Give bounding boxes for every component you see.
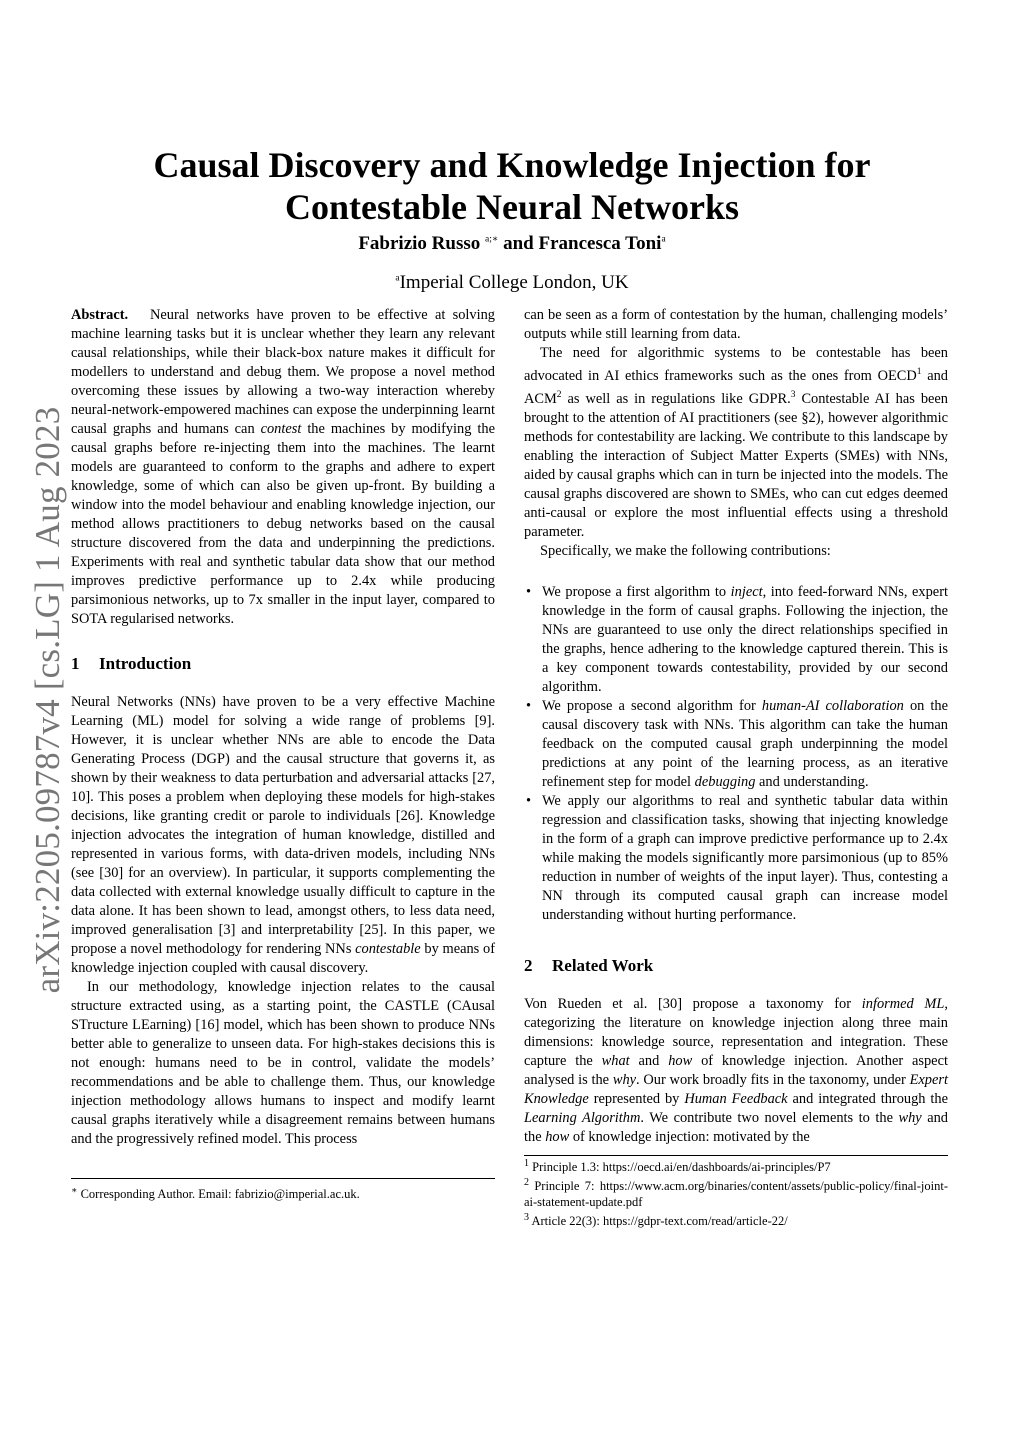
author-1: Fabrizio Russo xyxy=(358,233,481,254)
need-text-4: Contestable AI has been brought to the attention of AI practitioners (see §2), however algorithmic methods for contestability are lacking. We contribute to this landscape by enabling the interaction of Subject Matter Experts (SMEs) with NNs, aided by causal graphs which can in turn be injected into the models. The causal graphs discovered are shown to SMEs, who can cut edges deemed anti-causal or explore the most influential effects using a threshold parameter. xyxy=(524,390,948,540)
rw-text: , categorizing the literature on knowledge injection along three main dimensions: knowledge source, representation and integration. These capture the xyxy=(524,995,949,1069)
abstract-text-1: Neural networks have proven to be effective at solving machine learning tasks but it is unclear whether they learn any relevant causal relationships, while their black-box nature makes it difficult for modellers to understand and debug them. We propose a novel method overcoming these issues by allowing a two-way interaction whereby neural-network-empowered machines can expose the underpinning learnt causal graphs and humans can xyxy=(71,307,495,437)
footnote-text: Principle 7: https://www.acm.org/binaries/content/assets/public-policy/final-joint-ai-statement-update.pdf xyxy=(524,1178,949,1209)
contributions-list xyxy=(524,583,948,925)
rw-emphasis: how xyxy=(668,1052,693,1069)
section-number: 1 xyxy=(71,654,80,673)
c2-emphasis: human-AI collaboration xyxy=(761,697,904,714)
affiliation xyxy=(0,272,1024,294)
footnote-1 xyxy=(524,1156,948,1175)
c1-emphasis: inject xyxy=(730,583,763,600)
rw-emphasis: why xyxy=(898,1109,922,1126)
intro-p1-emphasis: contestable xyxy=(355,941,421,957)
affiliation-text: Imperial College London, UK xyxy=(399,272,629,293)
author-2: Francesca Toni xyxy=(538,233,662,254)
left-column xyxy=(71,306,495,1149)
need-paragraph xyxy=(524,344,948,542)
c2-text-end: and understanding. xyxy=(759,773,869,790)
author-line xyxy=(0,233,1024,255)
list-item xyxy=(524,697,948,792)
c2-emphasis-2: debugging xyxy=(694,773,756,790)
intro-paragraph-1 xyxy=(71,693,495,978)
abstract-label: Abstract. xyxy=(71,307,129,323)
corresponding-text: Corresponding Author. Email: fabrizio@imperial.ac.uk. xyxy=(80,1187,360,1202)
footnote-mark: 1 xyxy=(524,1157,529,1169)
corresponding-author-footnote xyxy=(71,1178,495,1202)
c2-text: We propose a second algorithm for xyxy=(542,697,756,714)
footnote-mark: 2 xyxy=(524,1176,529,1188)
section-number: 2 xyxy=(524,955,533,975)
specifically-paragraph: Specifically, we make the following contributions: xyxy=(540,542,831,559)
title-line-1: Causal Discovery and Knowledge Injection for xyxy=(153,145,871,185)
author-and: and xyxy=(503,233,534,254)
list-item xyxy=(524,583,948,697)
contestation-paragraph: can be seen as a form of contestation by the human, challenging models’ outputs while still learning from data. xyxy=(524,307,948,342)
intro-paragraph-2: In our methodology, knowledge injection relates to the causal structure extracted using, as a starting point, the CASTLE (CAusal STructure LEarning) [16] model, which has been shown to produce NNs better able to generalize to unseen data. For high-stakes decisions this is not enough: humans need to be in control, validate the models’ recommendations and be able to challenge them. Thus, our knowledge injection methodology allows humans to inspect and modify learnt causal graphs iteratively while a disagreement remains between humans and the progressively refined model. This process xyxy=(71,979,495,1147)
title-line-2: Contestable Neural Networks xyxy=(285,187,739,227)
need-text-2: and ACM xyxy=(524,367,948,407)
right-column xyxy=(524,306,948,1229)
author-2-mark: a xyxy=(661,234,666,245)
section-heading-related-work xyxy=(524,955,948,977)
arxiv-identifier: arXiv:2205.09787v4 [cs.LG] 1 Aug 2023 xyxy=(28,406,67,994)
c2-text-mid: on the causal discovery task with NNs. This algorithm can take the human feedback on the computed causal graph underpinning the model predictions at any point of the learning process, as an iterative refinement step for model xyxy=(542,697,948,790)
bullet-icon: • xyxy=(526,583,532,600)
section-heading-introduction xyxy=(71,653,495,675)
abstract-emphasis: contest xyxy=(260,421,302,437)
bullet-icon: • xyxy=(526,792,532,809)
footnote-text: Article 22(3): https://gdpr-text.com/read/article-22/ xyxy=(531,1214,788,1229)
c3-text: We apply our algorithms to real and synthetic tabular data within regression and classification tasks, showing that injecting knowledge in the form of a graph can improve predictive performance up to 2.4x while making the models significantly more parsimonious (up to 85% reduction in number of weights of the input layer). Thus, contesting a NN through its computed causal graph can increase model understanding without hurting performance. xyxy=(542,792,948,923)
c1-text-end: , into feed-forward NNs, expert knowledge in the form of causal graphs. Following the injection, the NNs are guaranteed to use only the direct relationships specified in the graphs, hence adhering to the knowledge captured therein. This is a key component towards contestability, provided by our second algorithm. xyxy=(542,583,948,695)
intro-p1-text-end: by means of knowledge injection coupled with causal discovery. xyxy=(71,941,495,976)
abstract-text-2: the machines by modifying the causal graphs before re-injecting them into the machines. The learnt models are guaranteed to conform to the graphs and adhere to expert knowledge, some of which can also be given up-front. By building a window into the model behaviour and enabling knowledge injection, our method allows practitioners to debug networks based on the causal structure discovered from the data and underpinning the predictions. Experiments with real and synthetic tabular data show that our method improves predictive performance up to 2.4x while producing parsimonious networks, up to 7x smaller in the input layer, compared to SOTA regularised networks. xyxy=(71,421,495,627)
footnote-mark: 3 xyxy=(524,1211,529,1223)
intro-p1-text: Neural Networks (NNs) have proven to be a very effective Machine Learning (ML) model for solving a wide range of problems [9]. However, it is unclear whether NNs are able to encode the Data Generating Process (DGP) and the causal structure that governs it, as shown by their weakness to data perturbation and adversarial attacks [27, 10]. This poses a problem when deploying these models for high-stakes decisions, like granting credit or parole to individuals [26]. Knowledge injection advocates the integration of human knowledge, distilled and represented in various forms, with data-driven models, including NNs (see [30] for an overview). In particular, it supports complementing the data collected with external knowledge usually difficult to capture in the data alone. It has been shown to lead, amongst others, to less data need, improved generalisation [3] and interpretability [25]. In this paper, we propose a novel methodology for rendering NNs xyxy=(71,694,495,957)
rw-text: and the xyxy=(524,1109,948,1145)
rw-emphasis: Learning Algorithm xyxy=(524,1109,641,1126)
footnote-rule xyxy=(71,1178,495,1179)
corresponding-mark: ∗ xyxy=(71,1186,78,1196)
rw-emphasis: Human Feedback xyxy=(684,1090,788,1107)
footnote-ref-2: 2 xyxy=(556,389,562,400)
footnote-text: Principle 1.3: https://oecd.ai/en/dashboards/ai-principles/P7 xyxy=(532,1159,831,1174)
rw-emphasis: Expert Knowledge xyxy=(524,1071,948,1107)
rw-text: and integrated through the xyxy=(792,1090,949,1107)
rw-text: . We contribute two novel elements to the xyxy=(640,1109,893,1126)
rw-emphasis: why xyxy=(612,1071,637,1088)
bullet-icon: • xyxy=(526,697,532,714)
paper-title xyxy=(0,144,1024,228)
c1-text: We propose a first algorithm to xyxy=(542,583,727,600)
list-item xyxy=(524,792,948,925)
section-title: Introduction xyxy=(99,654,192,673)
footnote-2 xyxy=(524,1175,948,1210)
footnote-ref-3: 3 xyxy=(790,389,796,400)
rw-text: represented by xyxy=(593,1090,680,1107)
abstract xyxy=(71,306,495,629)
footnotes xyxy=(524,1155,948,1229)
need-text-3: as well as in regulations like GDPR. xyxy=(567,390,791,407)
rw-text: of knowledge injection. Another aspect analysed is the xyxy=(524,1052,948,1088)
rw-text: Von Rueden et al. [30] propose a taxonomy for xyxy=(524,995,852,1012)
section-title: Related Work xyxy=(552,955,654,975)
rw-emphasis: how xyxy=(545,1128,570,1145)
footnote-ref-1: 1 xyxy=(916,367,922,377)
rw-emphasis: informed ML xyxy=(861,995,945,1012)
rw-text: . Our work broadly fits in the taxonomy, under xyxy=(636,1071,906,1088)
need-text-1: The need for algorithmic systems to be contestable has been advocated in AI ethics frameworks such as the ones from OECD xyxy=(524,345,948,384)
rw-text: of knowledge injection: motivated by the xyxy=(572,1128,810,1145)
rw-emphasis: what xyxy=(601,1052,630,1069)
author-1-mark: a;∗ xyxy=(485,234,499,245)
affiliation-mark: a xyxy=(395,273,400,284)
rw-text: and xyxy=(638,1052,660,1069)
related-work-paragraph xyxy=(524,995,948,1147)
footnote-3 xyxy=(524,1210,948,1229)
